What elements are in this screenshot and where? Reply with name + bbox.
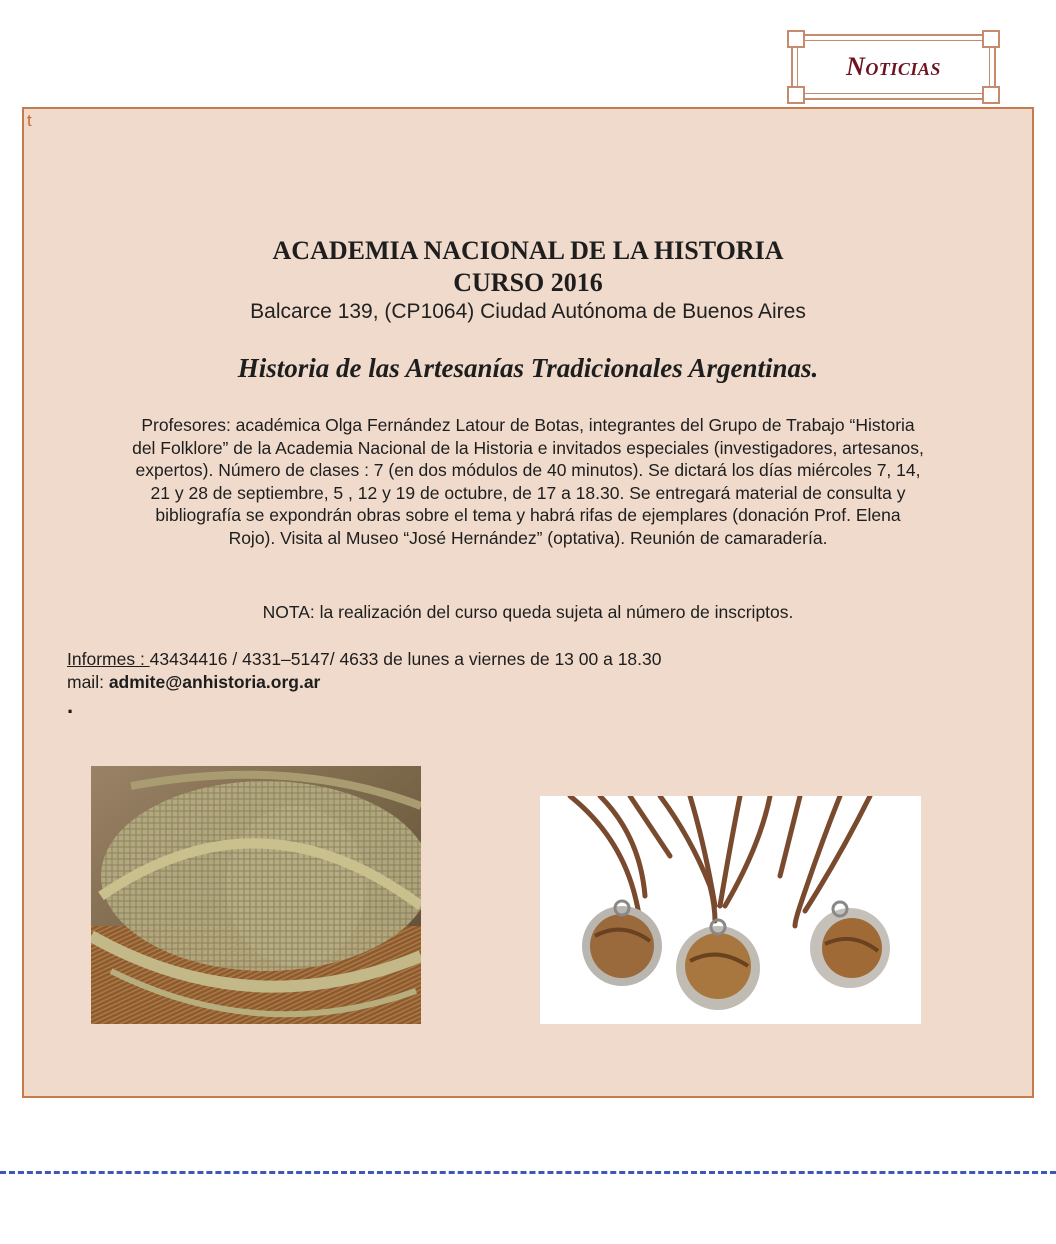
leather-beads-photo: [540, 796, 921, 1024]
badge-corner-ornament: [787, 86, 805, 104]
badge-corner-ornament: [787, 30, 805, 48]
badge-corner-ornament: [982, 30, 1000, 48]
course-description: [86, 414, 970, 550]
woven-basket-photo: [91, 766, 421, 1024]
beads-illustration: [540, 796, 921, 1024]
badge-label: Noticias: [846, 52, 941, 81]
description-line: del Folklore” de la Academia Nacional de la Historia e invitados especiales (investigadores, artesanos,: [132, 437, 924, 458]
noticias-badge: [791, 34, 996, 100]
course-title: Historia de las Artesanías Tradicionales Argentinas.: [237, 353, 819, 383]
mail-label: mail:: [67, 672, 109, 692]
description-line: Profesores: académica Olga Fernández Latour de Botas, integrantes del Grupo de Trabajo “Historia: [141, 415, 915, 435]
phone-numbers: 43434416 / 4331–5147/ 4633 de lunes a viernes de 13 00 a 18.30: [149, 649, 662, 669]
institution-title: ACADEMIA NACIONAL DE LA HISTORIA: [272, 236, 784, 265]
stray-character: t: [27, 111, 32, 130]
mail-address[interactable]: admite@anhistoria.org.ar: [108, 672, 321, 692]
course-year-title: CURSO 2016: [453, 268, 603, 297]
contact-info: [67, 648, 662, 694]
enrollment-note: NOTA: la realización del curso queda sujeta al número de inscriptos.: [262, 602, 794, 622]
badge-corner-ornament: [982, 86, 1000, 104]
announcement-panel: [22, 107, 1034, 1098]
info-label: Informes :: [67, 649, 150, 669]
description-line: 21 y 28 de septiembre, 5 , 12 y 19 de octubre, de 17 a 18.30. Se entregará material de consulta y: [150, 482, 906, 503]
address-line: Balcarce 139, (CP1064) Ciudad Autónoma de Buenos Aires: [250, 300, 806, 323]
description-line: Rojo). Visita al Museo “José Hernández” (optativa). Reunión de camaradería.: [228, 527, 828, 548]
description-line: bibliografía se expondrán obras sobre el tema y habrá rifas de ejemplares (donación Prof. Elena: [155, 505, 901, 526]
mail-line: [67, 671, 662, 694]
dashed-divider: [0, 1171, 1056, 1174]
phone-line: [67, 648, 662, 671]
trailing-dot: .: [67, 693, 74, 718]
description-line: expertos). Número de clases : 7 (en dos módulos de 40 minutos). Se dictará los días miércoles 7, 14,: [135, 460, 921, 481]
basket-illustration: [91, 766, 421, 1024]
